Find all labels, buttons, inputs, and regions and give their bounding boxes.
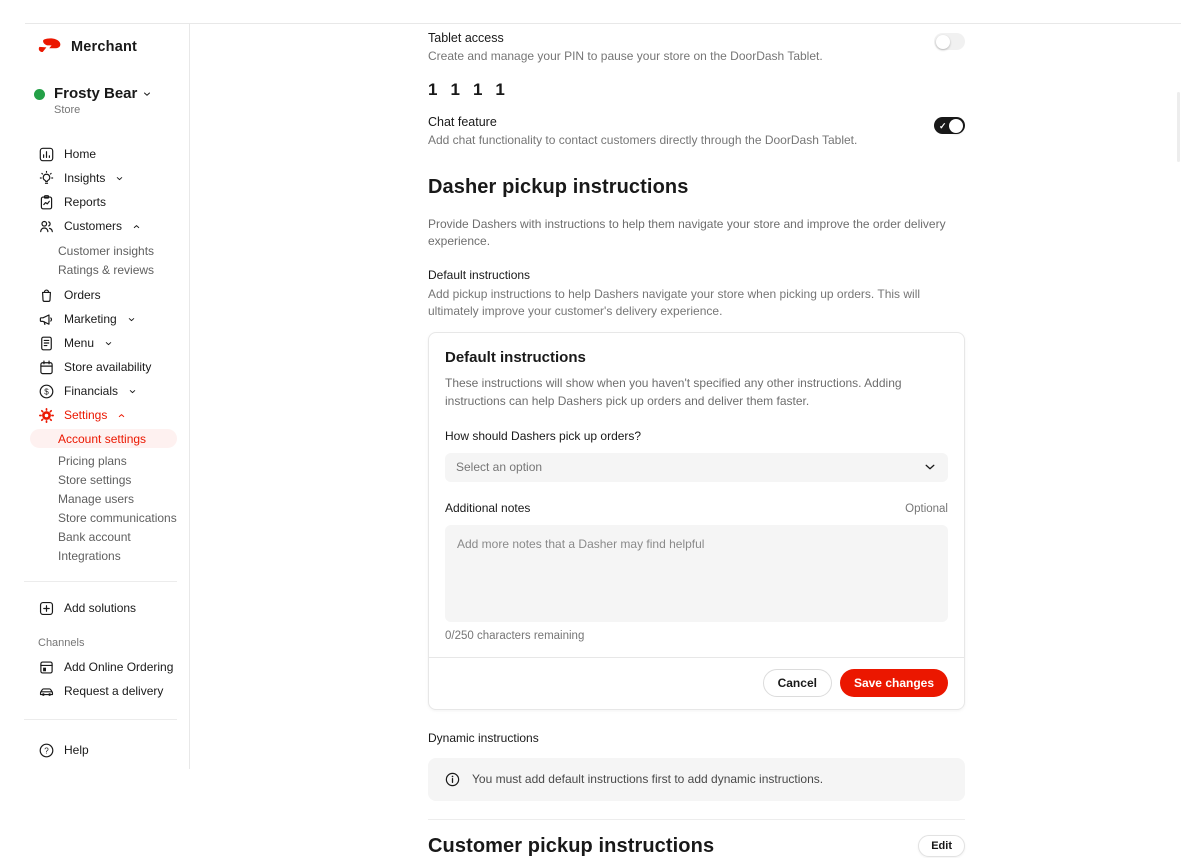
sidebar-item-insights[interactable]: [0, 166, 189, 190]
sidebar-item-label: Menu: [64, 336, 95, 350]
check-icon: ✓: [939, 120, 947, 131]
svg-text:?: ?: [44, 745, 49, 755]
sidebar-item-request-a-delivery[interactable]: [0, 679, 189, 703]
chevron-down-icon: [115, 174, 124, 183]
chat-feature-setting: [428, 115, 965, 147]
chat-feature-description: Add chat functionality to contact customers directly through the DoorDash Tablet.: [428, 133, 858, 147]
bag-icon: [38, 287, 55, 304]
svg-text:$: $: [44, 387, 49, 397]
chevron-up-icon: [117, 411, 126, 420]
sidebar-item-ratings-reviews[interactable]: [0, 260, 189, 279]
sidebar-item-label: Financials: [64, 384, 119, 398]
sidebar-item-customer-insights[interactable]: [0, 241, 189, 260]
pin-digit: 1: [472, 80, 483, 99]
store-status-dot: [34, 89, 45, 100]
additional-notes-label: Additional notes: [445, 500, 531, 515]
dasher-pickup-instructions-title: Dasher pickup instructions: [428, 176, 689, 198]
dasher-section-description: Provide Dashers with instructions to help them navigate your store and improve the order delivery experience.: [428, 217, 946, 249]
calendar-icon: [38, 359, 55, 376]
sidebar: [0, 24, 190, 769]
sidebar-item-label: Store availability: [64, 360, 152, 374]
chevron-down-icon: [923, 460, 937, 474]
sidebar-item-financials[interactable]: [0, 379, 189, 403]
card-description: These instructions will show when you haven't specified any other instructions. Adding instructions can help Dashers pick up orders and deliver them faster.: [445, 375, 902, 408]
divider: [428, 819, 965, 820]
sidebar-item-manage-users[interactable]: [0, 489, 189, 508]
chevron-down-icon: [104, 339, 113, 348]
sidebar-item-reports[interactable]: [0, 190, 189, 214]
sidebar-item-label: Add solutions: [64, 601, 137, 615]
additional-notes-header: [445, 501, 948, 515]
channels-section-label: Channels: [38, 637, 85, 649]
additional-notes-input[interactable]: [445, 525, 948, 622]
lightbulb-icon: [38, 170, 55, 187]
tablet-access-setting: [428, 31, 965, 63]
store-type-label: Store: [54, 104, 81, 116]
chat-feature-label: Chat feature: [428, 115, 497, 129]
storefront-icon: [38, 659, 55, 676]
brand-logo[interactable]: [38, 38, 189, 55]
sidebar-item-settings[interactable]: [0, 403, 189, 427]
sidebar-item-store-settings[interactable]: [0, 470, 189, 489]
toggle-knob: [936, 35, 950, 49]
tablet-access-description: Create and manage your PIN to pause your store on the DoorDash Tablet.: [428, 49, 823, 63]
sidebar-item-label: Integrations: [58, 548, 121, 563]
select-value: Select an option: [456, 460, 543, 475]
character-count: 0/250 characters remaining: [445, 629, 585, 642]
tablet-access-toggle[interactable]: [934, 33, 965, 50]
sidebar-item-label: Marketing: [64, 312, 117, 326]
default-instructions-card: [428, 332, 965, 710]
sidebar-item-bank-account[interactable]: [0, 527, 189, 546]
sidebar-item-label: Help: [64, 743, 89, 757]
toggle-knob: [949, 119, 963, 133]
sidebar-item-integrations[interactable]: [0, 546, 189, 565]
megaphone-icon: [38, 311, 55, 328]
home-icon: [38, 146, 55, 163]
pickup-method-label: How should Dashers pick up orders?: [445, 428, 642, 443]
store-name: Frosty Bear: [54, 85, 138, 102]
info-message: You must add default instructions first to add dynamic instructions.: [472, 772, 824, 787]
sidebar-item-marketing[interactable]: [0, 307, 189, 331]
tablet-access-label: Tablet access: [428, 31, 504, 45]
divider: [24, 719, 177, 720]
sidebar-item-label: Home: [64, 147, 97, 161]
info-icon: [444, 771, 461, 788]
default-instructions-description: Add pickup instructions to help Dashers navigate your store when picking up orders. This will ultimately improve your customer's delivery experience.: [428, 286, 921, 319]
menu-board-icon: [38, 335, 55, 352]
question-circle-icon: [38, 742, 55, 759]
tablet-pin-display: [428, 80, 965, 100]
sidebar-item-pricing-plans[interactable]: [0, 451, 189, 470]
pin-digit: 1: [428, 80, 438, 99]
plus-square-icon: [38, 600, 55, 617]
scrollbar-thumb[interactable]: [1177, 92, 1180, 162]
sidebar-item-label: Add Online Ordering: [64, 660, 174, 674]
pin-digit: 1: [495, 80, 505, 99]
sidebar-item-label: Reports: [64, 195, 107, 209]
sidebar-item-add-online-ordering[interactable]: [0, 655, 189, 679]
dynamic-instructions-info-box: [428, 758, 965, 801]
sidebar-item-label: Store communications: [58, 510, 177, 525]
sidebar-item-label: Manage users: [58, 491, 135, 506]
customer-pickup-instructions-title: Customer pickup instructions: [428, 834, 715, 857]
sidebar-nav: [0, 142, 189, 565]
dollar-circle-icon: [38, 383, 55, 400]
sidebar-item-label: Pricing plans: [58, 453, 127, 468]
sidebar-item-orders[interactable]: [0, 283, 189, 307]
card-title: Default instructions: [445, 348, 586, 366]
chat-feature-toggle[interactable]: [934, 117, 965, 134]
chevron-up-icon: [132, 222, 141, 231]
chevron-down-icon: [142, 89, 152, 99]
card-footer: [429, 657, 964, 709]
sidebar-item-label: Customers: [64, 219, 123, 233]
sidebar-item-customers[interactable]: [0, 214, 189, 238]
sidebar-item-label: Insights: [64, 171, 106, 185]
cancel-button[interactable]: Cancel: [763, 669, 832, 697]
clipboard-icon: [38, 194, 55, 211]
default-instructions-label: Default instructions: [428, 267, 531, 282]
sidebar-item-home[interactable]: [0, 142, 189, 166]
sidebar-item-label: Request a delivery: [64, 684, 164, 698]
people-icon: [38, 218, 55, 235]
sidebar-item-label: Customer insights: [58, 243, 155, 258]
gear-icon: [38, 407, 55, 424]
sidebar-item-store-availability[interactable]: [0, 355, 189, 379]
sidebar-item-label: Ratings & reviews: [58, 262, 155, 277]
divider: [24, 581, 177, 582]
customer-pickup-header: [428, 835, 965, 858]
sidebar-item-menu[interactable]: [0, 331, 189, 355]
car-icon: [38, 683, 55, 700]
sidebar-item-add-solutions[interactable]: [0, 596, 189, 620]
chevron-down-icon: [127, 315, 136, 324]
dynamic-instructions-label: Dynamic instructions: [428, 730, 539, 745]
account-settings-content: [428, 24, 965, 858]
brand-name: Merchant: [71, 38, 138, 55]
store-selector[interactable]: [34, 85, 189, 116]
save-changes-button[interactable]: Save changes: [840, 669, 948, 697]
sidebar-item-label: Account settings: [58, 431, 147, 446]
sidebar-item-label: Bank account: [58, 529, 131, 544]
chevron-down-icon: [128, 387, 137, 396]
sidebar-item-account-settings[interactable]: [30, 429, 177, 448]
sidebar-item-label: Orders: [64, 288, 101, 302]
sidebar-item-label: Store settings: [58, 472, 132, 487]
sidebar-item-label: Settings: [64, 408, 108, 422]
edit-button[interactable]: Edit: [918, 835, 965, 857]
sidebar-item-help[interactable]: [0, 738, 189, 762]
pickup-method-select[interactable]: [445, 453, 948, 482]
pin-digit: 1: [450, 80, 460, 99]
doordash-logo-icon: [38, 38, 62, 55]
optional-label: Optional: [905, 502, 948, 515]
sidebar-item-store-communications[interactable]: [0, 508, 189, 527]
